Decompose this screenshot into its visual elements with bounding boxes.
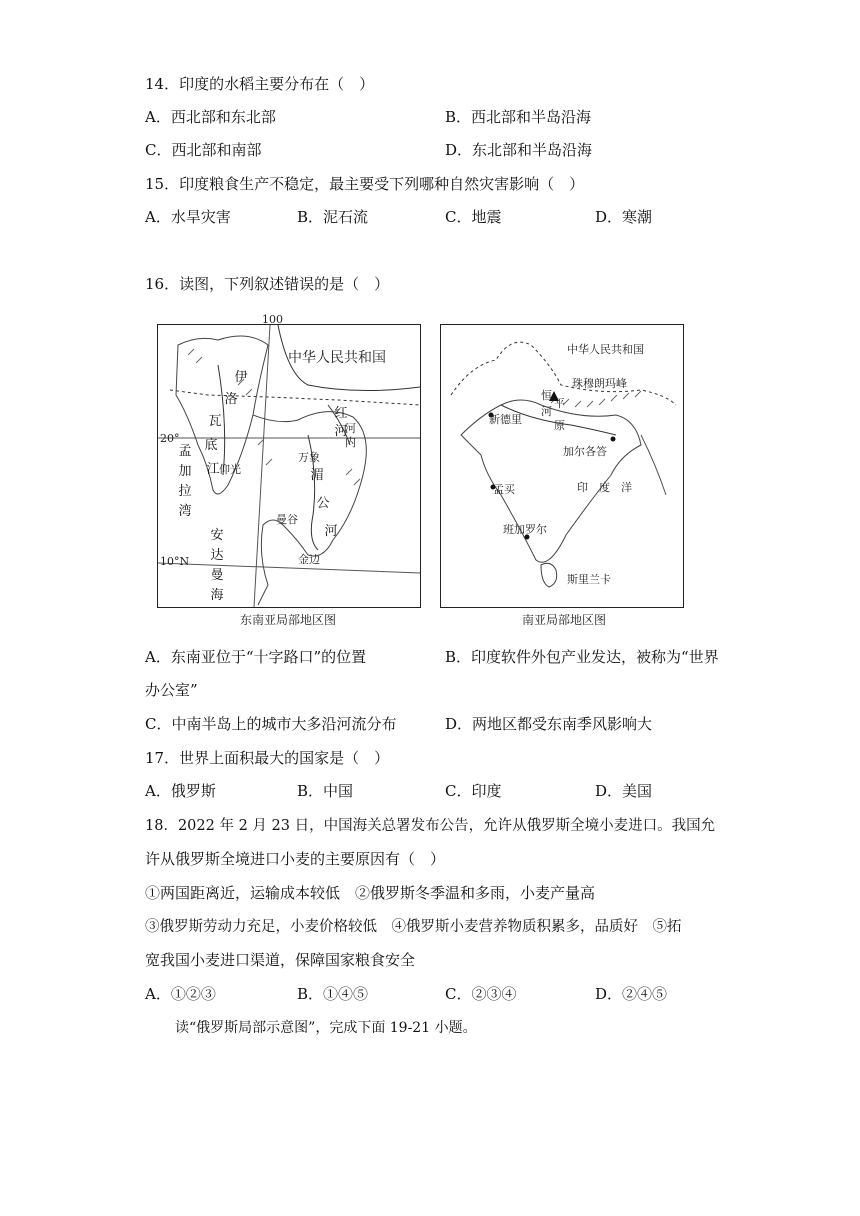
q14-option-b[interactable]: B．西北部和半岛沿海 (445, 108, 592, 126)
sa-map-china-label: 中华人民共和国 (567, 343, 644, 356)
q19-21-intro: 读“俄罗斯局部示意图”，完成下面 19-21 小题。 (175, 1020, 477, 1036)
bangkok-label: 曼谷 (276, 513, 298, 526)
vientiane-label: 万象 (298, 451, 320, 464)
q15-option-a[interactable]: A．水旱灾害 (145, 208, 231, 226)
q14-stem: 14．印度的水稻主要分布在（ ） (145, 75, 375, 93)
ganges-char-4: 原 (554, 419, 565, 432)
irrawaddy-char-3: 瓦 (208, 414, 222, 429)
andaman-char-1: 安 (210, 528, 224, 543)
q16-option-b-cont: 办公室” (145, 681, 198, 699)
irrawaddy-char-2: 洛 (224, 392, 238, 407)
srilanka-label: 斯里兰卡 (567, 573, 611, 586)
q18-statement-line2: ③俄罗斯劳动力充足，小麦价格较低 ④俄罗斯小麦营养物质积累多，品质好 ⑤拓 (145, 919, 682, 935)
q18-option-a[interactable]: A．①②③ (145, 985, 216, 1003)
red-river-char-1: 红 (334, 406, 348, 421)
red-river-char-2: 河 (334, 424, 348, 439)
andaman-char-2: 达 (210, 548, 224, 563)
q16-option-a[interactable]: A．东南亚位于“十字路口”的位置 (145, 648, 367, 666)
mekong-char-1: 湄 (310, 468, 324, 483)
q14-option-d[interactable]: D．东北部和半岛沿海 (445, 141, 593, 159)
andaman-char-4: 海 (210, 588, 224, 603)
irrawaddy-char-4: 底 (204, 438, 218, 453)
q18-option-c[interactable]: C．②③④ (445, 985, 517, 1003)
irrawaddy-char-5: 江 (206, 462, 220, 477)
kolkata-label: 加尔各答 (563, 445, 607, 458)
mekong-char-3: 河 (324, 524, 338, 539)
irrawaddy-char-1: 伊 (234, 370, 248, 385)
q17-option-a[interactable]: A．俄罗斯 (145, 782, 216, 800)
andaman-char-3: 曼 (210, 568, 224, 583)
mumbai-label: 孟买 (493, 483, 515, 496)
q16-option-d[interactable]: D．两地区都受东南季风影响大 (445, 715, 653, 733)
bengal-char-4: 湾 (178, 504, 192, 519)
q15-option-d[interactable]: D．寒潮 (595, 208, 653, 226)
q14-option-a[interactable]: A．西北部和东北部 (145, 108, 276, 126)
q18-statement-line1: ①两国距离近，运输成本较低 ②俄罗斯冬季温和多雨，小麦产量高 (145, 884, 596, 902)
southeast-asia-map-drawing (158, 325, 420, 607)
bengal-char-3: 拉 (178, 484, 192, 499)
q16-option-c[interactable]: C．中南半岛上的城市大多沿河流分布 (145, 715, 397, 733)
south-asia-map-drawing (441, 325, 683, 607)
south-asia-map (440, 324, 684, 608)
sea-map-lon-100-label: 100 (262, 313, 283, 326)
q17-stem: 17．世界上面积最大的国家是（ ） (145, 749, 390, 767)
bangalore-label: 班加罗尔 (503, 523, 547, 536)
bengal-char-2: 加 (178, 464, 192, 479)
q18-option-d[interactable]: D．②④⑤ (595, 985, 668, 1003)
q18-option-b[interactable]: B．①④⑤ (297, 985, 369, 1003)
q17-option-d[interactable]: D．美国 (595, 782, 653, 800)
q15-option-c[interactable]: C．地震 (445, 208, 502, 226)
everest-label: 珠穆朗玛峰 (572, 377, 627, 390)
ganges-char-2: 河 (541, 405, 552, 418)
q17-option-b[interactable]: B．中国 (297, 782, 354, 800)
q15-option-b[interactable]: B．泥石流 (297, 208, 369, 226)
sa-map-caption: 南亚局部地区图 (522, 613, 607, 627)
hanoi-label: 河内 (345, 422, 356, 449)
q16-stem: 16．读图，下列叙述错误的是（ ） (145, 275, 390, 293)
q16-option-b[interactable]: B．印度软件外包产业发达，被称为“世界 (445, 648, 719, 666)
q18-stem-line1: 18．2022 年 2 月 23 日，中国海关总署发布公告，允许从俄罗斯全境小麦进口。我国允 (145, 818, 716, 834)
bengal-char-1: 孟 (178, 444, 192, 459)
q15-stem: 15．印度粮食生产不稳定，最主要受下列哪种自然灾害影响（ ） (145, 175, 585, 193)
indian-ocean-label: 印 度 洋 (577, 481, 632, 494)
southeast-asia-map (157, 324, 421, 608)
q18-stem-line2: 许从俄罗斯全境进口小麦的主要原因有（ ） (145, 850, 446, 868)
yangon-label: 仰光 (219, 463, 241, 476)
ganges-char-3: 平 (554, 397, 565, 410)
sea-map-caption: 东南亚局部地区图 (240, 613, 337, 627)
q14-option-c[interactable]: C．西北部和南部 (145, 141, 262, 159)
sea-map-lat-10-label: 10°N (160, 555, 190, 568)
sea-map-china-label: 中华人民共和国 (288, 350, 386, 366)
q17-option-c[interactable]: C．印度 (445, 782, 502, 800)
newdelhi-label: 新德里 (489, 413, 522, 426)
phnompenh-label: 金边 (298, 553, 320, 566)
q18-statement-line3: 宽我国小麦进口渠道，保障国家粮食安全 (145, 951, 416, 969)
sea-map-lat-20-label: 20° (160, 432, 180, 445)
ganges-char-1: 恒 (541, 389, 552, 402)
mekong-char-2: 公 (316, 496, 330, 511)
